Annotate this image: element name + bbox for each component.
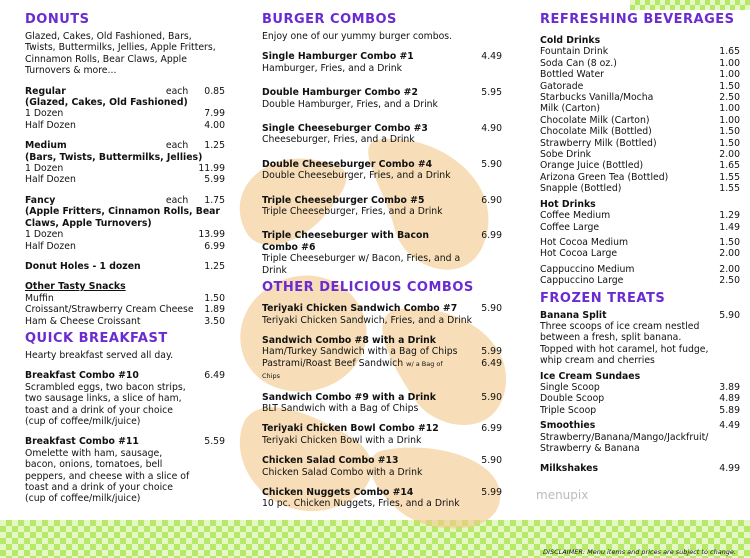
snack-name: Ham & Cheese Croissant (25, 315, 141, 327)
column-combos (262, 12, 502, 510)
checkered-corner (630, 0, 750, 10)
drink-price: 1.50 (719, 137, 740, 149)
snack-price: 3.50 (204, 315, 225, 327)
beverages-heading: REFRESHING BEVERAGES (540, 12, 735, 27)
snack-row (25, 316, 225, 327)
hot-drink-row (540, 222, 740, 233)
cold-drink-row (540, 92, 740, 103)
drink-price: 2.00 (719, 248, 740, 260)
burger-desc: Double Cheeseburger, Fries, and a Drink (262, 170, 451, 182)
drink-price: 2.50 (719, 275, 740, 287)
drink-name: Soda Can (8 oz.) (540, 57, 617, 69)
drink-price: 1.29 (719, 210, 740, 222)
burger-intro: Enjoy one of our yummy burger combos. (262, 31, 453, 42)
breakfast-price: 6.49 (204, 370, 225, 382)
cold-drink-row (540, 115, 740, 126)
drink-price: 1.00 (719, 69, 740, 81)
milkshakes-name: Milkshakes (540, 463, 599, 475)
combo-desc: 10 pc. Chicken Nuggets, Fries, and a Drink (262, 498, 460, 510)
drink-price: 1.49 (719, 221, 740, 233)
drink-name: Chocolate Milk (Bottled) (540, 126, 652, 138)
combo-row (262, 303, 502, 314)
drink-name: Sobe Drink (540, 149, 592, 161)
combo8-line1-row (262, 346, 502, 357)
combo-desc: Chicken Salad Combo with a Drink (262, 466, 423, 478)
combo-name: Teriyaki Chicken Sandwich Combo #7 (262, 303, 458, 315)
drink-name: Chocolate Milk (Carton) (540, 114, 650, 126)
sundae-name: Triple Scoop (540, 404, 597, 416)
burger-row (262, 159, 502, 170)
medium-half-row (25, 174, 225, 185)
burger-name: Double Cheeseburger Combo #4 (262, 158, 433, 170)
sundae-row (540, 405, 740, 416)
banana-split-name: Banana Split (540, 309, 607, 321)
burger-name: Triple Cheeseburger Combo #5 (262, 194, 425, 206)
snacks-title: Other Tasty Snacks (25, 281, 126, 293)
drink-name: Cappuccino Medium (540, 263, 635, 275)
drink-price: 1.55 (719, 183, 740, 195)
snack-name: Muffin (25, 292, 54, 304)
drink-price: 1.55 (719, 171, 740, 183)
burger-row (262, 123, 502, 134)
combo-desc: Teriyaki Chicken Bowl with a Drink (262, 434, 422, 446)
combo-name: Chicken Salad Combo #13 (262, 455, 399, 467)
snack-row (25, 304, 225, 315)
drink-name: Coffee Large (540, 221, 600, 233)
milkshakes-row (540, 463, 740, 474)
burger-heading: BURGER COMBOS (262, 12, 397, 27)
burger-desc: Triple Cheeseburger w/ Bacon, Fries, and a Drink (262, 253, 461, 276)
drink-name: Orange Juice (Bottled) (540, 160, 644, 172)
drink-name: Hot Cocoa Large (540, 248, 618, 260)
combo-name: Chicken Nuggets Combo #14 (262, 486, 414, 498)
donut-holes-price: 1.25 (204, 260, 225, 272)
drink-name: Arizona Green Tea (Bottled) (540, 171, 669, 183)
drink-price: 2.00 (719, 263, 740, 275)
drink-name: Gatorade (540, 80, 584, 92)
drink-price: 1.50 (719, 236, 740, 248)
medium-row (25, 140, 225, 151)
burger-name: Single Cheeseburger Combo #3 (262, 123, 428, 135)
sundae-row (540, 393, 740, 404)
burger-price: 6.90 (481, 194, 502, 206)
donuts-heading: DONUTS (25, 12, 90, 27)
breakfast-desc: Omelette with ham, sausage, bacon, onions, tomatoes, bell peppers, and cheese with a slice of toast and a drink of your choice (cup of coffee/milk/juice) (25, 447, 190, 505)
drink-price: 1.65 (719, 46, 740, 58)
sundae-price: 5.89 (719, 404, 740, 416)
drink-price: 1.50 (719, 80, 740, 92)
breakfast-name: Breakfast Combo #10 (25, 370, 139, 382)
burger-row (262, 87, 502, 98)
drink-name: Starbucks Vanilla/Mocha (540, 92, 654, 104)
cold-drink-row (540, 149, 740, 160)
breakfast-price: 5.59 (204, 436, 225, 448)
burger-name: Single Hamburger Combo #1 (262, 51, 414, 63)
other-combos-heading: OTHER DELICIOUS COMBOS (262, 280, 474, 296)
combo8-price1: 5.99 (481, 346, 502, 358)
fancy-each-price: 1.75 (204, 194, 225, 206)
drink-price: 1.00 (719, 103, 740, 115)
medium-dozen-row (25, 163, 225, 174)
snack-price: 1.89 (204, 304, 225, 316)
combo8-line2: Pastrami/Roast Beef Sandwich (262, 357, 404, 369)
combo-price: 5.90 (481, 455, 502, 467)
hot-drink-row (540, 248, 740, 259)
donuts-intro: Glazed, Cakes, Old Fashioned, Bars, Twists, Buttermilks, Jellies, Apple Fritters, Cinnamon Rolls, Bear Claws, Apple Turnovers & more... (25, 31, 216, 77)
fancy-each: each (165, 194, 189, 206)
sundae-row (540, 382, 740, 393)
drink-name: Hot Cocoa Medium (540, 236, 629, 248)
combo-row (262, 487, 502, 498)
breakfast-name: Breakfast Combo #11 (25, 436, 139, 448)
drink-name: Bottled Water (540, 69, 604, 81)
smoothies-desc: Strawberry/Banana/Mango/Jackfruit/ Strawberry & Banana (540, 431, 709, 454)
drink-price: 1.65 (719, 160, 740, 172)
medium-half: Half Dozen (25, 174, 76, 186)
drink-name: Strawberry Milk (Bottled) (540, 137, 657, 149)
burger-desc: Double Hamburger, Fries, and a Drink (262, 98, 438, 110)
regular-half-price: 4.00 (204, 119, 225, 131)
cold-drinks-title: Cold Drinks (540, 35, 601, 46)
burger-row (262, 195, 502, 206)
smoothies-name: Smoothies (540, 420, 596, 432)
cold-drink-row (540, 46, 740, 57)
burger-name: Double Hamburger Combo #2 (262, 87, 418, 99)
medium-dozen-price: 11.99 (198, 163, 225, 175)
combo8-line1: Ham/Turkey Sandwich with a Bag of Chips (262, 346, 458, 358)
banana-split-desc: Three scoops of ice cream nestled between a fresh, split banana. Topped with hot caramel, hot fudge, whip cream and cherries (540, 320, 709, 367)
cold-drink-row (540, 69, 740, 80)
cold-drink-row (540, 81, 740, 92)
hot-drink-row (540, 264, 740, 275)
combo8-line2-small: w/ a Bag of Chips (262, 359, 443, 381)
combo-row (262, 392, 502, 403)
donut-holes-row (25, 261, 225, 272)
combo-price: 5.90 (481, 303, 502, 315)
combo-price: 6.99 (481, 423, 502, 435)
breakfast-row (25, 370, 225, 381)
column-donuts-breakfast (25, 12, 225, 505)
menupix-watermark: menupix (536, 488, 589, 502)
breakfast-row (25, 436, 225, 447)
regular-dozen-row (25, 108, 225, 119)
breakfast-heading: QUICK BREAKFAST (25, 330, 168, 346)
milkshakes-price: 4.99 (719, 463, 740, 475)
breakfast-desc: Scrambled eggs, two bacon strips, two sausage links, a slice of ham, toast and a drink of your choice (cup of coffee/milk/juice) (25, 381, 186, 427)
fancy-name: Fancy (25, 194, 56, 206)
combo-desc: BLT Sandwich with a Bag of Chips (262, 402, 419, 414)
combo-row (262, 455, 502, 466)
banana-split-price: 5.90 (719, 309, 740, 321)
burger-price: 4.49 (481, 51, 502, 63)
medium-each: each (165, 140, 189, 152)
cold-drink-row (540, 138, 740, 149)
fancy-half: Half Dozen (25, 240, 76, 252)
disclaimer: DISCLAIMER: Menu items and prices are subject to change. (543, 548, 736, 556)
drink-name: Fountain Drink (540, 46, 609, 58)
fancy-dozen: 1 Dozen (25, 229, 64, 241)
burger-price: 5.90 (481, 158, 502, 170)
drink-price: 1.50 (719, 126, 740, 138)
fancy-row (25, 195, 225, 206)
combo-name: Sandwich Combo #9 with a Drink (262, 391, 436, 403)
regular-dozen: 1 Dozen (25, 108, 64, 120)
drink-name: Cappuccino Large (540, 275, 624, 287)
frozen-heading: FROZEN TREATS (540, 290, 666, 306)
burger-row (262, 51, 502, 62)
cold-drink-row (540, 58, 740, 69)
sundae-price: 3.89 (719, 381, 740, 393)
medium-dozen: 1 Dozen (25, 163, 64, 175)
burger-price: 6.99 (481, 230, 502, 242)
medium-half-price: 5.99 (204, 174, 225, 186)
sundae-name: Single Scoop (540, 381, 600, 393)
snack-price: 1.50 (204, 292, 225, 304)
drink-name: Snapple (Bottled) (540, 183, 622, 195)
combo8-line2-row (262, 358, 502, 383)
combo-row (262, 423, 502, 434)
hot-drink-row (540, 210, 740, 221)
breakfast-intro: Hearty breakfast served all day. (25, 349, 174, 361)
regular-each: each (165, 85, 189, 97)
combo8-name: Sandwich Combo #8 with a Drink (262, 334, 436, 346)
regular-each-price: 0.85 (204, 85, 225, 97)
combo-price: 5.90 (481, 391, 502, 403)
regular-half-row (25, 120, 225, 131)
combo8-price2: 6.49 (481, 357, 502, 369)
medium-desc: (Bars, Twists, Buttermilks, Jellies) (25, 151, 203, 163)
combo-price: 5.99 (481, 486, 502, 498)
column-beverages-frozen (540, 12, 740, 475)
drink-price: 2.50 (719, 92, 740, 104)
burger-price: 4.90 (481, 123, 502, 135)
burger-desc: Triple Cheeseburger, Fries, and a Drink (262, 206, 443, 218)
burger-row (262, 230, 502, 253)
medium-name: Medium (25, 140, 67, 152)
smoothies-price: 4.49 (719, 420, 740, 432)
regular-dozen-price: 7.99 (204, 108, 225, 120)
drink-price: 1.00 (719, 114, 740, 126)
drink-price: 2.00 (719, 149, 740, 161)
sundae-name: Double Scoop (540, 393, 605, 405)
drink-price: 1.00 (719, 57, 740, 69)
combo-desc: Teriyaki Chicken Sandwich, Fries, and a Drink (262, 314, 473, 326)
hot-drinks-title: Hot Drinks (540, 198, 596, 210)
cold-drink-row (540, 103, 740, 114)
fancy-half-price: 6.99 (204, 240, 225, 252)
sundaes-title: Ice Cream Sundaes (540, 370, 641, 382)
cold-drink-row (540, 183, 740, 194)
cold-drink-row (540, 160, 740, 171)
hot-drink-row (540, 275, 740, 286)
regular-row (25, 86, 225, 97)
sundae-price: 4.89 (719, 393, 740, 405)
fancy-dozen-row (25, 229, 225, 240)
drink-name: Coffee Medium (540, 210, 611, 222)
regular-name: Regular (25, 85, 66, 97)
burger-name: Triple Cheeseburger with Bacon Combo #6 (262, 230, 429, 253)
cold-drink-row (540, 126, 740, 137)
medium-each-price: 1.25 (204, 140, 225, 152)
drink-name: Milk (Carton) (540, 103, 601, 115)
smoothies-row (540, 420, 740, 431)
combo-name: Teriyaki Chicken Bowl Combo #12 (262, 423, 439, 435)
burger-desc: Cheeseburger, Fries, and a Drink (262, 134, 415, 146)
snack-row (25, 293, 225, 304)
fancy-half-row (25, 241, 225, 252)
fancy-desc: (Apple Fritters, Cinnamon Rolls, Bear Claws, Apple Turnovers) (25, 206, 221, 229)
hot-drink-row (540, 237, 740, 248)
fancy-dozen-price: 13.99 (198, 229, 225, 241)
burger-price: 5.95 (481, 87, 502, 99)
regular-desc: (Glazed, Cakes, Old Fashioned) (25, 97, 188, 109)
cold-drink-row (540, 172, 740, 183)
snack-name: Croissant/Strawberry Cream Cheese (25, 304, 194, 316)
burger-desc: Hamburger, Fries, and a Drink (262, 62, 403, 74)
donut-holes-name: Donut Holes - 1 dozen (25, 260, 141, 272)
regular-half: Half Dozen (25, 119, 76, 131)
banana-split-row (540, 310, 740, 321)
